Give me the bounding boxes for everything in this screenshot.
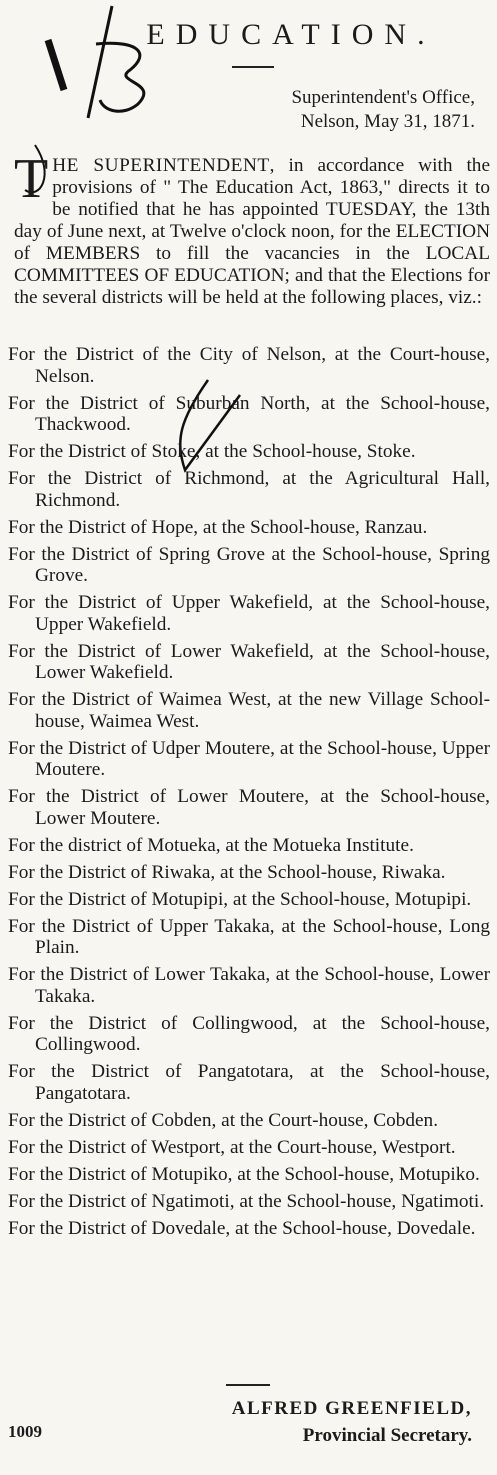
title-divider <box>232 66 274 68</box>
office-line: Superintendent's Office, <box>291 87 475 108</box>
date-line: Nelson, May 31, 1871. <box>300 111 475 132</box>
district-item: For the District of Upper Wakefield, at the School-house, Upper Wakefield. <box>8 592 490 635</box>
district-item: For the District of Dovedale, at the School-house, Dovedale. <box>8 1217 476 1239</box>
signatory-name: ALFRED GREENFIELD, <box>231 1398 472 1419</box>
district-item: For the District of Ngatimoti, at the School-house, Ngatimoti. <box>8 1190 485 1212</box>
district-item: For the District of Udper Moutere, at the School-house, Upper Moutere. <box>8 737 490 780</box>
notice-title: EDUCATION. <box>146 18 436 51</box>
signature-divider <box>226 1384 270 1386</box>
district-item: For the District of Richmond, at the Agricultural Hall, Richmond. <box>8 468 490 511</box>
district-item: For the District of Lower Moutere, at the School-house, Lower Moutere. <box>8 786 490 829</box>
intro-body: , in accordance with the provisions of " The Education Act, 1863," directs it to be notified that he has appointed TUESDAY, the 13th day of June next, at Twelve o'clock noon, for the ELECTION of MEMBERS to fill the vacancies in the LOCAL COMMITTEES OF EDUCATION; and that the Elections for the several districts will be held at the following places, viz.: <box>14 155 491 309</box>
district-item: For the District of Pangatotara, at the School-house, Pangatotara. <box>8 1061 490 1104</box>
district-item: For the District of Lower Takaka, at the School-house, Lower Takaka. <box>8 964 490 1007</box>
intro-paragraph <box>14 148 491 309</box>
district-item: For the District of Hope, at the School-house, Ranzau. <box>8 516 428 538</box>
district-item: For the District of Suburban North, at the School-house, Thackwood. <box>8 392 490 435</box>
district-item: For the District of Westport, at the Court-house, Westport. <box>8 1136 456 1158</box>
district-item: For the District of Stoke, at the School-house, Stoke. <box>8 441 416 462</box>
district-item: For the District of Spring Grove at the School-house, Spring Grove. <box>8 543 490 586</box>
reference-number: 1009 <box>8 1422 42 1441</box>
district-list <box>8 344 490 1245</box>
district-item: For the District of Lower Wakefield, at the School-house, Lower Wakefield. <box>8 640 490 683</box>
district-item: For the District of Motupipi, at the School-house, Motupipi. <box>8 888 472 910</box>
district-item: For the District of Upper Takaka, at the School-house, Long Plain. <box>8 915 490 958</box>
signatory-role: Provincial Secretary. <box>302 1425 472 1446</box>
signature-block <box>120 1395 472 1449</box>
drop-cap: T <box>14 148 49 211</box>
office-header <box>170 86 475 134</box>
district-item: For the District of Riwaka, at the School-house, Riwaka. <box>8 861 446 883</box>
district-item: For the district of Motueka, at the Motueka Institute. <box>8 834 414 856</box>
district-item: For the District of the City of Nelson, at the Court-house, Nelson. <box>8 344 490 387</box>
district-item: For the District of Cobden, at the Court-house, Cobden. <box>8 1109 439 1131</box>
intro-lead: HE SUPERINTENDENT <box>52 155 270 177</box>
district-item: For the District of Collingwood, at the School-house, Collingwood. <box>8 1012 490 1055</box>
district-item: For the District of Motupiko, at the School-house, Motupiko. <box>8 1163 480 1185</box>
district-item: For the District of Waimea West, at the new Village School-house, Waimea West. <box>8 689 490 732</box>
